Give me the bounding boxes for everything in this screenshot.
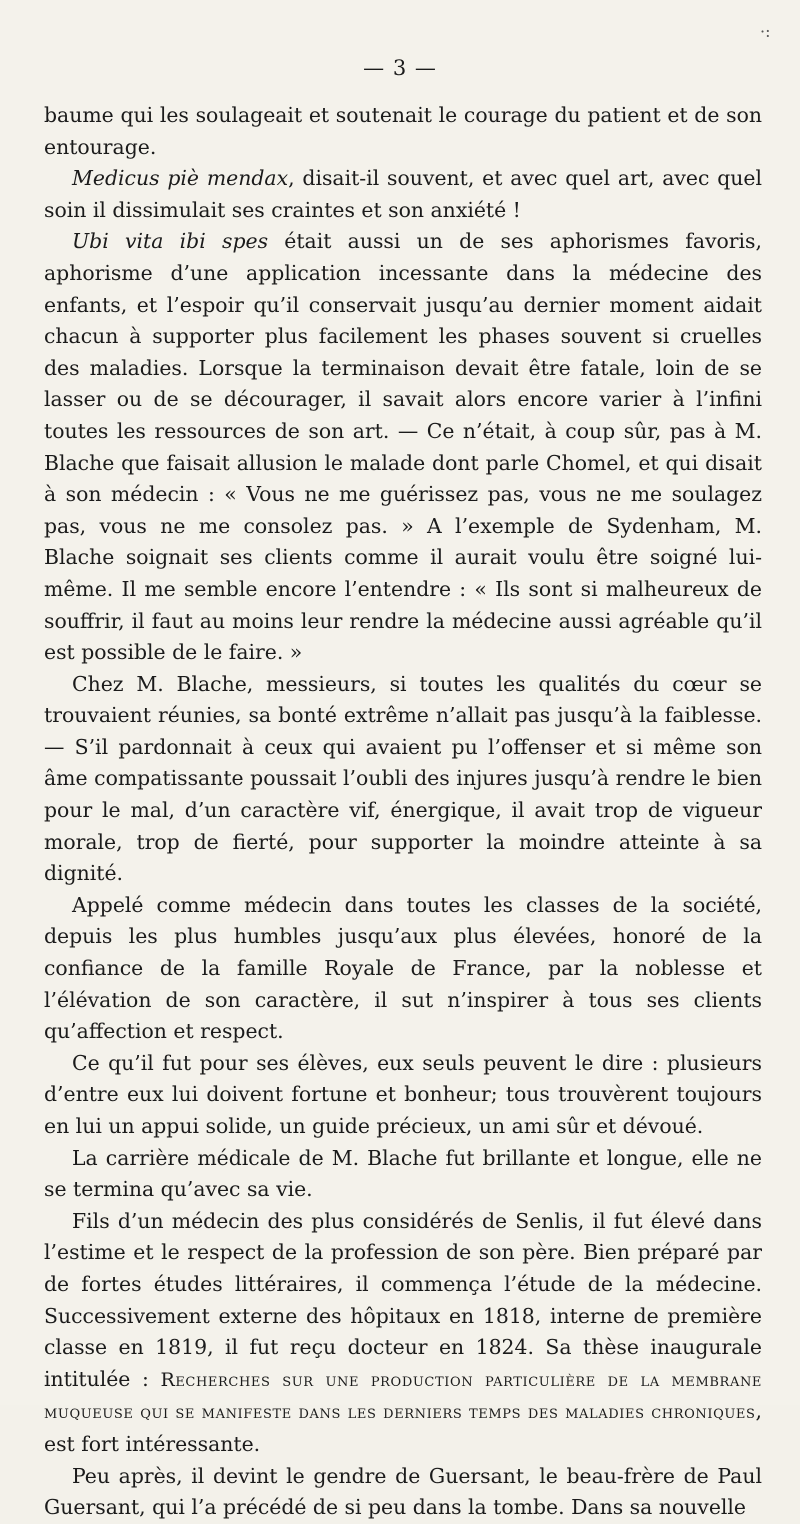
paragraph-text: était aussi un de ses aphorismes favoris, aphorisme d’une application incessante dans la médecine des enfants, et l’espoir qu’il conservait jusqu’au dernier moment aidait chacun à supporter plus facilement les phases souvent si cruelles des maladies. Lorsque la terminaison devait être fatale, loin de se lasser ou de se décourager, il savait alors encore varier à l’infini toutes les ressources de son art. — Ce n’était, à coup sûr, pas à M. Blache que faisait allusion le malade dont parle Chomel, et qui disait à son médecin : « Vous ne me guérissez pas, vous ne me soulagez pas, vous ne me consolez pas. » A l’exemple de Sydenham, M. Blache soignait ses clients comme il aurait voulu être soigné lui-même. Il me semble encore l’entendre : « Ils sont si malheureux de souffrir, il faut au moins leur rendre la médecine aussi agréable qu’il est possible de le faire. » — [44, 229, 762, 665]
paragraph — [44, 669, 762, 890]
thesis-title: Recherches sur une production particulière de la membrane muqueuse qui se manifeste dans les derniers temps des maladies chroniques — [44, 1368, 763, 1424]
paragraph — [44, 163, 762, 226]
paragraph — [44, 226, 762, 668]
paragraph — [44, 100, 762, 163]
paragraph — [44, 1461, 762, 1524]
paragraph — [44, 1206, 762, 1461]
paragraph-text: Ce qu’il fut pour ses élèves, eux seuls peuvent le dire : plusieurs d’entre eux lui doivent fortune et bonheur; tous trouvèrent toujours en lui un appui solide, un guide précieux, un ami sûr et dévoué. — [44, 1050, 762, 1138]
paragraph — [44, 890, 762, 1048]
paragraph-text: Peu après, il devint le gendre de Guersant, le beau-frère de Paul Guersant, qui l’a précédé de si peu dans la tombe. Dans sa nouvelle — [44, 1463, 762, 1520]
paragraph-text: La carrière médicale de M. Blache fut brillante et longue, elle ne se termina qu’avec sa vie. — [44, 1145, 762, 1202]
paragraph-text: baume qui les soulageait et soutenait le courage du patient et de son entourage. — [44, 103, 762, 159]
paragraph-text: Chez M. Blache, messieurs, si toutes les qualités du cœur se trouvaient réunies, sa bonté extrême n’allait pas jusqu’à la faiblesse. — S’il pardonnait à ceux qui avaient pu l’offenser et si même son âme compatissante poussait l’oubli des injures jusqu’à rendre le bien pour le mal, d’un caractère vif, énergique, il avait trop de vigueur morale, trop de fierté, pour supporter la moindre atteinte à sa dignité. — [44, 671, 762, 886]
paragraph-text: , est fort intéressante. — [44, 1399, 762, 1456]
italic-phrase: Ubi vita ibi spes — [72, 229, 269, 254]
paragraph-text: Appelé comme médecin dans toutes les classes de la société, depuis les plus humbles jusqu’aux plus élevées, honoré de la confiance de la famille Royale de France, par la noblesse et l’élévation de son caractère, il sut n’inspirer à tous ses clients qu’affection et respect. — [44, 892, 762, 1044]
paragraph — [44, 1143, 762, 1206]
italic-phrase: Medicus piè mendax — [72, 166, 289, 191]
paragraph-text: Fils d’un médecin des plus considérés de Senlis, il fut élevé dans l’estime et le respect de la profession de son père. Bien préparé par de fortes études littéraires, il commença l’étude de la médecine. Successivement externe des hôpitaux en 1818, interne de première classe en 1819, il fut reçu docteur en 1824. Sa thèse inaugurale intitulée : — [44, 1208, 762, 1391]
paragraph-text: , disait-il souvent, et avec quel art, avec quel soin il dissimulait ses craintes et son anxiété ! — [44, 166, 762, 222]
corner-mark: ·: — [760, 22, 771, 41]
page-number: — 3 — — [363, 56, 437, 80]
body-text — [44, 100, 762, 1524]
paragraph — [44, 1048, 762, 1143]
